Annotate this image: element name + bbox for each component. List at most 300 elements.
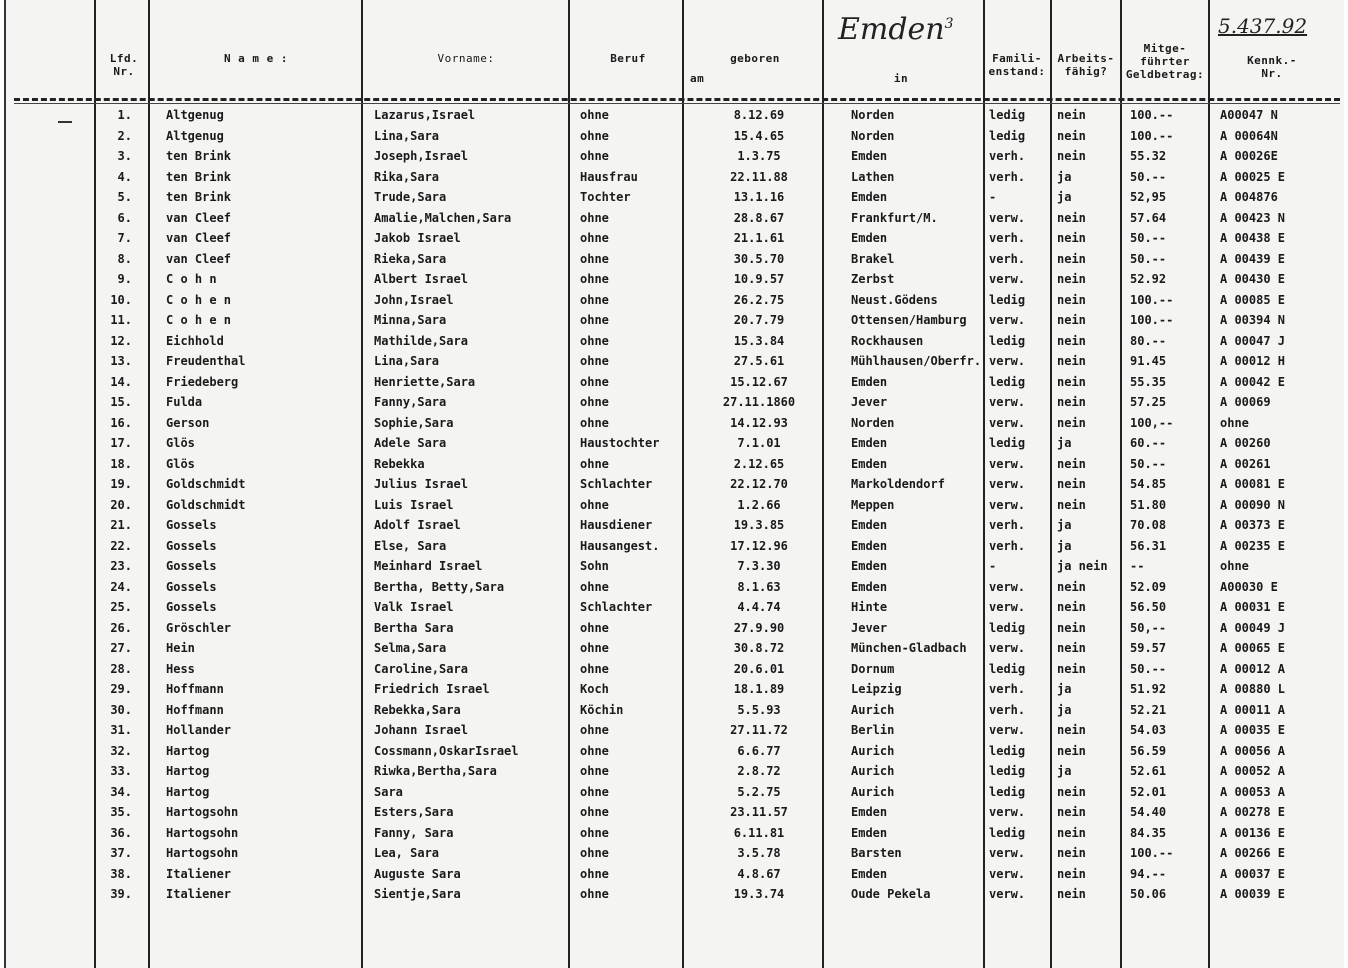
id-card-number-cell: A 00235 E <box>1220 538 1286 553</box>
id-card-number-cell: A 00069 <box>1220 395 1271 409</box>
row-number-cell: 38. <box>110 866 132 881</box>
row-number-cell: 17. <box>110 436 132 450</box>
handwritten-city-note: Emden$^3$ <box>838 12 954 47</box>
marital-status-cell: ledig <box>989 436 1026 450</box>
first-names-cell: Amalie,Malchen,Sara <box>374 210 512 225</box>
first-names-cell: Sara <box>374 784 403 799</box>
row-number-cell: 4. <box>117 169 132 184</box>
occupation-cell: Hausfrau <box>580 169 638 184</box>
occupation-cell: ohne <box>580 620 609 635</box>
birth-date-cell: 4.8.67 <box>737 866 781 881</box>
row-number-cell: 24. <box>110 579 132 594</box>
id-card-number-cell: A 00278 E <box>1220 805 1286 819</box>
table-row <box>6 802 1346 823</box>
first-names-cell: Lea, Sara <box>374 846 440 860</box>
able-to-work-cell: nein <box>1057 600 1086 614</box>
birth-place-cell: Emden <box>851 436 888 450</box>
able-to-work-cell: nein <box>1057 579 1086 594</box>
table-row <box>6 310 1346 331</box>
occupation-cell: ohne <box>580 497 609 512</box>
marital-status-cell: verw. <box>989 415 1026 430</box>
money-amount-cell: 57.64 <box>1130 210 1167 225</box>
able-to-work-cell: nein <box>1057 231 1086 245</box>
row-number-cell: 37. <box>110 846 132 860</box>
money-amount-cell: 94.-- <box>1130 866 1167 881</box>
birth-place-cell: Leipzig <box>851 682 902 696</box>
occupation-cell: ohne <box>580 231 609 245</box>
able-to-work-cell: nein <box>1057 723 1086 737</box>
money-amount-cell: 52.21 <box>1130 702 1167 717</box>
row-number-cell: 28. <box>110 661 132 676</box>
table-row <box>6 351 1346 372</box>
money-amount-cell: 50.-- <box>1130 169 1167 184</box>
table-row <box>6 474 1346 495</box>
marital-status-cell: verw. <box>989 210 1026 225</box>
row-number-cell: 9. <box>117 272 132 286</box>
first-names-cell: Esters,Sara <box>374 805 454 819</box>
able-to-work-cell: nein <box>1057 784 1086 799</box>
surname-cell: Gossels <box>166 600 217 614</box>
table-row <box>6 659 1346 680</box>
surname-cell: Hartogsohn <box>166 805 239 819</box>
table-row <box>6 843 1346 864</box>
birth-date-cell: 2.8.72 <box>737 764 781 778</box>
surname-cell: Hartogsohn <box>166 846 239 860</box>
money-amount-cell: 52.92 <box>1130 272 1167 286</box>
birth-place-cell: Hinte <box>851 600 888 614</box>
birth-date-cell: 14.12.93 <box>730 415 788 430</box>
surname-cell: Hein <box>166 641 195 655</box>
marital-status-cell: verh. <box>989 702 1026 717</box>
birth-date-cell: 21.1.61 <box>733 231 785 245</box>
money-amount-cell: 100,-- <box>1130 415 1174 430</box>
surname-cell: C o h e n <box>166 313 232 327</box>
able-to-work-cell: nein <box>1057 272 1086 286</box>
row-number-cell: 14. <box>110 374 132 389</box>
surname-cell: Hoffmann <box>166 702 224 717</box>
marital-status-cell: ledig <box>989 661 1026 676</box>
marital-status-cell: ledig <box>989 292 1026 307</box>
able-to-work-cell: nein <box>1057 846 1086 860</box>
id-card-number-cell: A 00064N <box>1220 128 1278 143</box>
money-amount-cell: 57.25 <box>1130 395 1167 409</box>
occupation-cell: ohne <box>580 846 609 860</box>
table-row <box>6 884 1346 905</box>
marital-status-cell: verh. <box>989 169 1026 184</box>
row-number-cell: 35. <box>110 805 132 819</box>
able-to-work-cell: nein <box>1057 292 1086 307</box>
birth-place-cell: Berlin <box>851 723 895 737</box>
birth-date-cell: 19.3.85 <box>733 518 785 532</box>
table-row <box>6 269 1346 290</box>
table-row <box>6 413 1346 434</box>
birth-date-cell: 27.11.1860 <box>722 395 796 409</box>
first-names-cell: Trude,Sara <box>374 190 447 204</box>
birth-place-cell: Emden <box>851 559 888 573</box>
birth-place-cell: Emden <box>851 825 888 840</box>
birth-place-cell: Aurich <box>851 702 895 717</box>
occupation-cell: Haustochter <box>580 436 660 450</box>
header-geboren: geboren <box>730 52 780 65</box>
surname-cell: Gossels <box>166 538 217 553</box>
first-names-cell: Minna,Sara <box>374 313 447 327</box>
marital-status-cell: - <box>989 190 997 204</box>
marital-status-cell: ledig <box>989 108 1026 122</box>
occupation-cell: ohne <box>580 272 609 286</box>
row-number-cell: 5. <box>117 190 132 204</box>
marital-status-cell: verw. <box>989 866 1026 881</box>
id-card-number-cell: ohne <box>1220 559 1249 573</box>
marital-status-cell: verh. <box>989 231 1026 245</box>
birth-place-cell: Frankfurt/M. <box>851 210 938 225</box>
surname-cell: Friedeberg <box>166 374 239 389</box>
birth-date-cell: 23.11.57 <box>730 805 788 819</box>
birth-date-cell: 15.12.67 <box>730 374 788 389</box>
birth-place-cell: Aurich <box>851 764 895 778</box>
id-card-number-cell: A 00011 A <box>1220 702 1286 717</box>
occupation-cell: ohne <box>580 292 609 307</box>
birth-place-cell: Emden <box>851 805 888 819</box>
birth-place-cell: Emden <box>851 190 888 204</box>
occupation-cell: ohne <box>580 354 609 368</box>
id-card-number-cell: A 00037 E <box>1220 866 1286 881</box>
id-card-number-cell: A 00880 L <box>1220 682 1286 696</box>
surname-cell: Hartog <box>166 764 210 778</box>
marital-status-cell: - <box>989 559 997 573</box>
id-card-number-cell: A 004876 <box>1220 190 1278 204</box>
row-number-cell: 34. <box>110 784 132 799</box>
marital-status-cell: verw. <box>989 354 1026 368</box>
birth-date-cell: 8.1.63 <box>737 579 781 594</box>
row-number-cell: 27. <box>110 641 132 655</box>
first-names-cell: Lina,Sara <box>374 354 440 368</box>
row-number-cell: 36. <box>110 825 132 840</box>
surname-cell: ten Brink <box>166 190 232 204</box>
surname-cell: van Cleef <box>166 231 232 245</box>
id-card-number-cell: A 00026E <box>1220 149 1278 163</box>
able-to-work-cell: nein <box>1057 313 1086 327</box>
surname-cell: Hartogsohn <box>166 825 239 840</box>
marital-status-cell: ledig <box>989 333 1026 348</box>
table-row <box>6 700 1346 721</box>
able-to-work-cell: nein <box>1057 456 1086 471</box>
money-amount-cell: 100.-- <box>1130 846 1174 860</box>
surname-cell: Freudenthal <box>166 354 246 368</box>
row-number-cell: 20. <box>110 497 132 512</box>
first-names-cell: Riwka,Bertha,Sara <box>374 764 497 778</box>
birth-date-cell: 5.5.93 <box>737 702 781 717</box>
marital-status-cell: verw. <box>989 887 1026 901</box>
birth-date-cell: 27.5.61 <box>733 354 785 368</box>
marital-status-cell: ledig <box>989 784 1026 799</box>
birth-place-cell: Dornum <box>851 661 895 676</box>
first-names-cell: Jakob Israel <box>374 231 461 245</box>
header-kennkarte: Kennk.- Nr. <box>1247 54 1297 80</box>
marital-status-cell: verh. <box>989 682 1026 696</box>
birth-date-cell: 20.7.79 <box>733 313 785 327</box>
birth-place-cell: Meppen <box>851 497 895 512</box>
table-row <box>6 208 1346 229</box>
table-row <box>6 577 1346 598</box>
table-row <box>6 146 1346 167</box>
row-number-cell: 25. <box>110 600 132 614</box>
header-rule <box>14 98 1340 101</box>
birth-date-cell: 30.5.70 <box>733 251 785 266</box>
birth-place-cell: Neust.Gödens <box>851 292 938 307</box>
occupation-cell: ohne <box>580 887 609 901</box>
occupation-cell: Hausdiener <box>580 518 653 532</box>
row-number-cell: 12. <box>110 333 132 348</box>
able-to-work-cell: nein <box>1057 497 1086 512</box>
marital-status-cell: verh. <box>989 538 1026 553</box>
birth-date-cell: 15.4.65 <box>733 128 785 143</box>
surname-cell: van Cleef <box>166 210 232 225</box>
occupation-cell: ohne <box>580 641 609 655</box>
money-amount-cell: 50,-- <box>1130 620 1167 635</box>
surname-cell: Hollander <box>166 723 232 737</box>
table-row <box>6 638 1346 659</box>
table-row <box>6 126 1346 147</box>
table-row <box>6 228 1346 249</box>
first-names-cell: Else, Sara <box>374 538 447 553</box>
first-names-cell: Albert Israel <box>374 272 468 286</box>
able-to-work-cell: nein <box>1057 354 1086 368</box>
first-names-cell: Auguste Sara <box>374 866 461 881</box>
surname-cell: ten Brink <box>166 169 232 184</box>
able-to-work-cell: ja <box>1057 169 1072 184</box>
surname-cell: Goldschmidt <box>166 477 246 491</box>
money-amount-cell: 70.08 <box>1130 518 1167 532</box>
marital-status-cell: verw. <box>989 846 1026 860</box>
header-vorname: Vorname: <box>437 52 495 65</box>
money-amount-cell: -- <box>1130 559 1145 573</box>
birth-place-cell: Aurich <box>851 784 895 799</box>
birth-date-cell: 8.12.69 <box>733 108 785 122</box>
birth-date-cell: 18.1.89 <box>733 682 785 696</box>
header-lfd-nr: Lfd. Nr. <box>109 52 139 78</box>
birth-date-cell: 6.6.77 <box>737 743 781 758</box>
birth-date-cell: 27.11.72 <box>730 723 788 737</box>
money-amount-cell: 100.-- <box>1130 313 1174 327</box>
marital-status-cell: verh. <box>989 149 1026 163</box>
first-names-cell: Lazarus,Israel <box>374 108 476 122</box>
row-number-cell: 31. <box>110 723 132 737</box>
occupation-cell: ohne <box>580 149 609 163</box>
surname-cell: C o h e n <box>166 292 232 307</box>
first-names-cell: Fanny,Sara <box>374 395 447 409</box>
birth-place-cell: Norden <box>851 415 895 430</box>
marital-status-cell: ledig <box>989 764 1026 778</box>
first-names-cell: Sientje,Sara <box>374 887 461 901</box>
first-names-cell: Fanny, Sara <box>374 825 454 840</box>
surname-cell: Italiener <box>166 866 232 881</box>
surname-cell: Hartog <box>166 784 210 799</box>
money-amount-cell: 51.80 <box>1130 497 1167 512</box>
birth-date-cell: 5.2.75 <box>737 784 781 799</box>
row-number-cell: 39. <box>110 887 132 901</box>
first-names-cell: Bertha Sara <box>374 620 454 635</box>
table-row <box>6 392 1346 413</box>
table-row <box>6 720 1346 741</box>
marital-status-cell: ledig <box>989 620 1026 635</box>
occupation-cell: ohne <box>580 764 609 778</box>
able-to-work-cell: ja <box>1057 190 1072 204</box>
id-card-number-cell: A 00394 N <box>1220 313 1286 327</box>
occupation-cell: ohne <box>580 866 609 881</box>
header-rule <box>14 103 1340 104</box>
row-number-cell: 15. <box>110 395 132 409</box>
occupation-cell: Sohn <box>580 559 609 573</box>
id-card-number-cell: A 00261 <box>1220 456 1271 471</box>
row-number-cell: 11. <box>110 313 132 327</box>
birth-date-cell: 10.9.57 <box>733 272 785 286</box>
surname-cell: Gossels <box>166 579 217 594</box>
money-amount-cell: 54.40 <box>1130 805 1167 819</box>
birth-place-cell: Emden <box>851 149 888 163</box>
first-names-cell: Lina,Sara <box>374 128 440 143</box>
able-to-work-cell: nein <box>1057 866 1086 881</box>
marital-status-cell: ledig <box>989 743 1026 758</box>
birth-place-cell: Zerbst <box>851 272 895 286</box>
id-card-number-cell: A 00136 E <box>1220 825 1286 840</box>
able-to-work-cell: nein <box>1057 620 1086 635</box>
money-amount-cell: 50.-- <box>1130 456 1167 471</box>
surname-cell: Hartog <box>166 743 210 758</box>
table-row <box>6 556 1346 577</box>
money-amount-cell: 56.50 <box>1130 600 1167 614</box>
id-card-number-cell: ohne <box>1220 415 1249 430</box>
row-number-cell: 2. <box>117 128 132 143</box>
id-card-number-cell: A 00053 A <box>1220 784 1286 799</box>
id-card-number-cell: A 00439 E <box>1220 251 1286 266</box>
first-names-cell: Bertha, Betty,Sara <box>374 579 505 594</box>
table-row <box>6 741 1346 762</box>
marital-status-cell: verw. <box>989 805 1026 819</box>
money-amount-cell: 50.-- <box>1130 661 1167 676</box>
birth-date-cell: 15.3.84 <box>733 333 785 348</box>
surname-cell: Italiener <box>166 887 232 901</box>
marital-status-cell: verw. <box>989 313 1026 327</box>
marital-status-cell: verw. <box>989 579 1026 594</box>
row-number-cell: 7. <box>117 231 132 245</box>
table-row <box>6 761 1346 782</box>
first-names-cell: Julius Israel <box>374 477 468 491</box>
id-card-number-cell: A 00012 H <box>1220 354 1286 368</box>
row-number-cell: 29. <box>110 682 132 696</box>
occupation-cell: ohne <box>580 579 609 594</box>
table-row <box>6 782 1346 803</box>
id-card-number-cell: A 00049 J <box>1220 620 1286 635</box>
occupation-cell: ohne <box>580 374 609 389</box>
surname-cell: Gröschler <box>166 620 232 635</box>
birth-place-cell: Emden <box>851 374 888 389</box>
id-card-number-cell: A 00085 E <box>1220 292 1286 307</box>
first-names-cell: Henriette,Sara <box>374 374 476 389</box>
first-names-cell: Adele Sara <box>374 436 447 450</box>
id-card-number-cell: A 00430 E <box>1220 272 1286 286</box>
table-body <box>6 105 1346 905</box>
birth-place-cell: Barsten <box>851 846 902 860</box>
able-to-work-cell: nein <box>1057 825 1086 840</box>
surname-cell: Glös <box>166 436 195 450</box>
birth-date-cell: 27.9.90 <box>733 620 785 635</box>
money-amount-cell: 100.-- <box>1130 108 1174 122</box>
surname-cell: van Cleef <box>166 251 232 266</box>
money-amount-cell: 52.01 <box>1130 784 1167 799</box>
marital-status-cell: ledig <box>989 374 1026 389</box>
birth-date-cell: 30.8.72 <box>733 641 785 655</box>
row-number-cell: 8. <box>117 251 132 266</box>
birth-place-cell: Rockhausen <box>851 333 924 348</box>
able-to-work-cell: nein <box>1057 149 1086 163</box>
table-row <box>6 454 1346 475</box>
birth-place-cell: Brakel <box>851 251 895 266</box>
occupation-cell: ohne <box>580 210 609 225</box>
first-names-cell: Sophie,Sara <box>374 415 454 430</box>
occupation-cell: ohne <box>580 723 609 737</box>
able-to-work-cell: nein <box>1057 251 1086 266</box>
marital-status-cell: verh. <box>989 251 1026 266</box>
able-to-work-cell: ja <box>1057 518 1072 532</box>
birth-date-cell: 20.6.01 <box>733 661 785 676</box>
birth-date-cell: 13.1.16 <box>733 190 785 204</box>
able-to-work-cell: nein <box>1057 415 1086 430</box>
occupation-cell: ohne <box>580 313 609 327</box>
row-number-cell: 23. <box>110 559 132 573</box>
occupation-cell: Schlachter <box>580 600 653 614</box>
occupation-cell: ohne <box>580 108 609 122</box>
header-beruf: Beruf <box>610 52 646 65</box>
first-names-cell: Joseph,Israel <box>374 149 468 163</box>
money-amount-cell: 56.59 <box>1130 743 1167 758</box>
birth-date-cell: 7.3.30 <box>737 559 781 573</box>
birth-date-cell: 7.1.01 <box>737 436 781 450</box>
birth-place-cell: Mühlhausen/Oberfr. <box>851 354 982 368</box>
header-in: in <box>893 72 909 85</box>
money-amount-cell: 55.32 <box>1130 149 1167 163</box>
money-amount-cell: 55.35 <box>1130 374 1167 389</box>
table-row <box>6 433 1346 454</box>
birth-date-cell: 3.5.78 <box>737 846 781 860</box>
id-card-number-cell: A 00012 A <box>1220 661 1286 676</box>
occupation-cell: ohne <box>580 805 609 819</box>
occupation-cell: ohne <box>580 784 609 799</box>
birth-place-cell: Emden <box>851 579 888 594</box>
marital-status-cell: verh. <box>989 518 1026 532</box>
birth-date-cell: 1.3.75 <box>737 149 781 163</box>
money-amount-cell: 52.09 <box>1130 579 1167 594</box>
table-row <box>6 597 1346 618</box>
able-to-work-cell: nein <box>1057 887 1086 901</box>
surname-cell: C o h n <box>166 272 217 286</box>
marital-status-cell: verw. <box>989 456 1026 471</box>
row-number-cell: 26. <box>110 620 132 635</box>
row-number-cell: 6. <box>117 210 132 225</box>
first-names-cell: Adolf Israel <box>374 518 461 532</box>
first-names-cell: Rika,Sara <box>374 169 440 184</box>
surname-cell: Glös <box>166 456 195 471</box>
surname-cell: Gossels <box>166 559 217 573</box>
handwritten-archive-number: 5.437.92 <box>1218 14 1308 38</box>
birth-date-cell: 28.8.67 <box>733 210 785 225</box>
money-amount-cell: 51.92 <box>1130 682 1167 696</box>
birth-place-cell: Emden <box>851 518 888 532</box>
occupation-cell: Hausangest. <box>580 538 660 553</box>
occupation-cell: ohne <box>580 333 609 348</box>
money-amount-cell: 50.-- <box>1130 251 1167 266</box>
money-amount-cell: 60.-- <box>1130 436 1167 450</box>
birth-place-cell: München-Gladbach <box>851 641 967 655</box>
